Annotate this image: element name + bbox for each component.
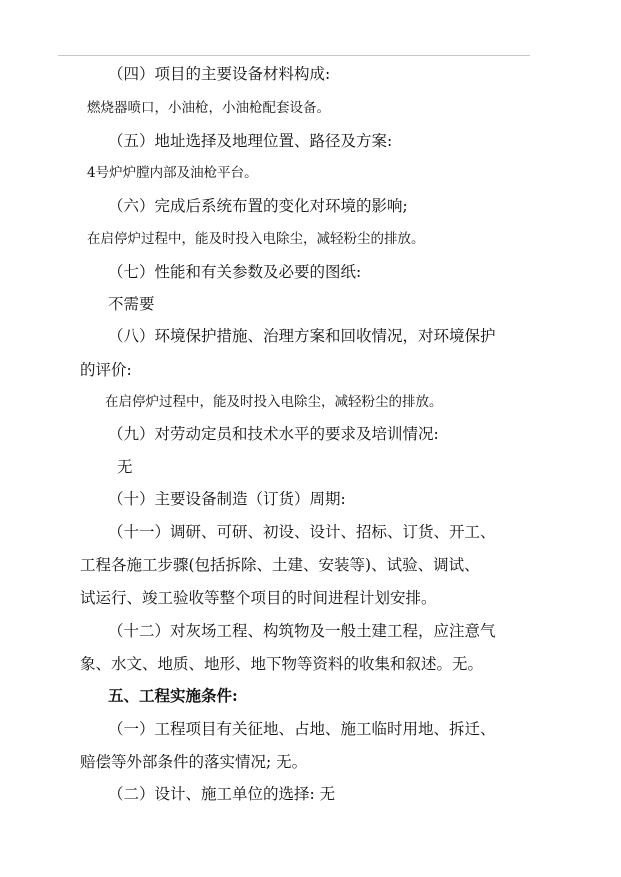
chapter-5-item-2: （二）设计、施工单位的选择: 无: [108, 785, 336, 803]
chapter-5-heading: 五、工程实施条件:: [108, 686, 238, 705]
chapter-5-item-1: （一）工程项目有关征地、占地、施工临时用地、拆迁、: [108, 720, 496, 738]
section-12-heading: （十二）对灰场工程、构筑物及一般土建工程，应注意气: [108, 622, 496, 640]
section-8-heading: （八）环境保护措施、治理方案和回收情况，对环境保护: [108, 327, 496, 345]
section-12-line-2: 象、水文、地质、地形、地下物等资料的收集和叙述。无。: [80, 655, 484, 673]
section-7-body: 不需要: [108, 295, 155, 313]
chapter-5-item-1-cont: 赔偿等外部条件的落实情况; 无。: [80, 753, 308, 771]
section-9-heading: （九）对劳动定员和技术水平的要求及培训情况:: [108, 425, 439, 443]
section-6-heading: （六）完成后系统布置的变化对环境的影响;: [108, 197, 408, 215]
section-5-body: 4号炉炉膛内部及油枪平台。: [87, 165, 258, 181]
section-6-body: 在启停炉过程中，能及时投入电除尘，减轻粉尘的排放。: [87, 231, 425, 247]
section-11-line-3: 试运行、竣工验收等整个项目的时间进程计划安排。: [80, 589, 437, 607]
section-8-body: 在启停炉过程中，能及时投入电除尘，减轻粉尘的排放。: [105, 394, 443, 410]
section-4-body: 燃烧器喷口，小油枪，小油枪配套设备。: [87, 100, 330, 116]
header-rule: [58, 55, 530, 56]
section-5-heading: （五）地址选择及地理位置、路径及方案:: [108, 132, 393, 150]
section-7-heading: （七）性能和有关参数及必要的图纸:: [108, 263, 362, 281]
section-9-body: 无: [117, 458, 133, 476]
section-8-heading-cont: 的评价:: [80, 361, 132, 379]
section-11-line-2: 工程各施工步骤(包括拆除、土建、安装等)、试验、调试、: [80, 556, 480, 574]
section-4-heading: （四）项目的主要设备材料构成:: [108, 65, 331, 83]
section-10-heading: （十）主要设备制造（订货）周期:: [108, 490, 346, 508]
section-11-heading: （十一）调研、可研、初设、设计、招标、订货、开工、: [108, 523, 496, 541]
